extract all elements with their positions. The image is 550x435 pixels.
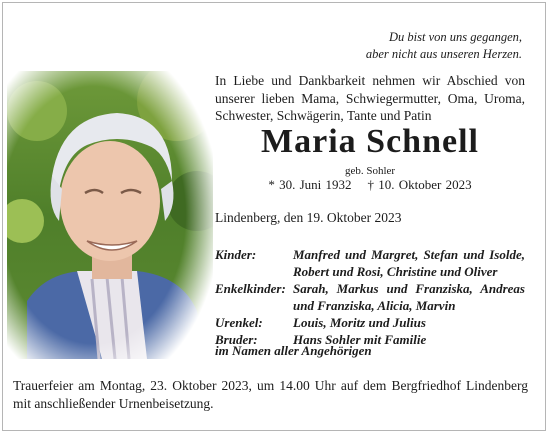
life-dates bbox=[215, 177, 525, 193]
death-date: † 10. Oktober 2023 bbox=[367, 177, 472, 192]
place-and-date: Lindenberg, den 19. Oktober 2023 bbox=[215, 210, 402, 225]
memorial-quote bbox=[366, 29, 522, 63]
portrait-photo bbox=[7, 71, 213, 359]
quote-line-2: aber nicht aus unseren Herzen. bbox=[365, 47, 522, 61]
portrait-illustration bbox=[7, 71, 213, 359]
family-row-grandchildren bbox=[215, 280, 525, 314]
family-names: Louis, Moritz und Julius bbox=[293, 315, 426, 330]
birth-date: * 30. Juni 1932 bbox=[268, 177, 352, 192]
family-row-great-grandchildren bbox=[215, 314, 525, 331]
family-role: Urenkel: bbox=[215, 315, 263, 330]
family-role: Kinder: bbox=[215, 247, 257, 262]
family-role: Enkelkinder: bbox=[215, 281, 286, 296]
family-list bbox=[215, 246, 525, 348]
family-role: Bruder: bbox=[215, 332, 258, 347]
intro-text: In Liebe und Dankbarkeit nehmen wir Abschied von unserer lieben Mama, Schwiegermutter, Oma, Uroma, Schwester, Schwägerin, Tante und Patin bbox=[215, 73, 525, 123]
service-details: Trauerfeier am Montag, 23. Oktober 2023, um 14.00 Uhr auf dem Bergfriedhof Lindenberg mit anschließender Urnenbeisetzung. bbox=[13, 378, 528, 411]
family-names: Manfred und Margret, Stefan und Isolde, Robert und Rosi, Christine und Oliver bbox=[293, 247, 525, 279]
maiden-name: geb. Sohler bbox=[344, 165, 396, 177]
family-row-children bbox=[215, 246, 525, 280]
family-names: Sarah, Markus und Franziska, Andreas und Franziska, Alicia, Marvin bbox=[293, 281, 525, 313]
family-names: Hans Sohler mit Familie bbox=[293, 332, 427, 347]
closing-line: im Namen aller Angehörigen bbox=[215, 343, 372, 358]
quote-line-1: Du bist von uns gegangen, bbox=[389, 30, 522, 44]
deceased-name: Maria Schnell bbox=[261, 123, 479, 160]
